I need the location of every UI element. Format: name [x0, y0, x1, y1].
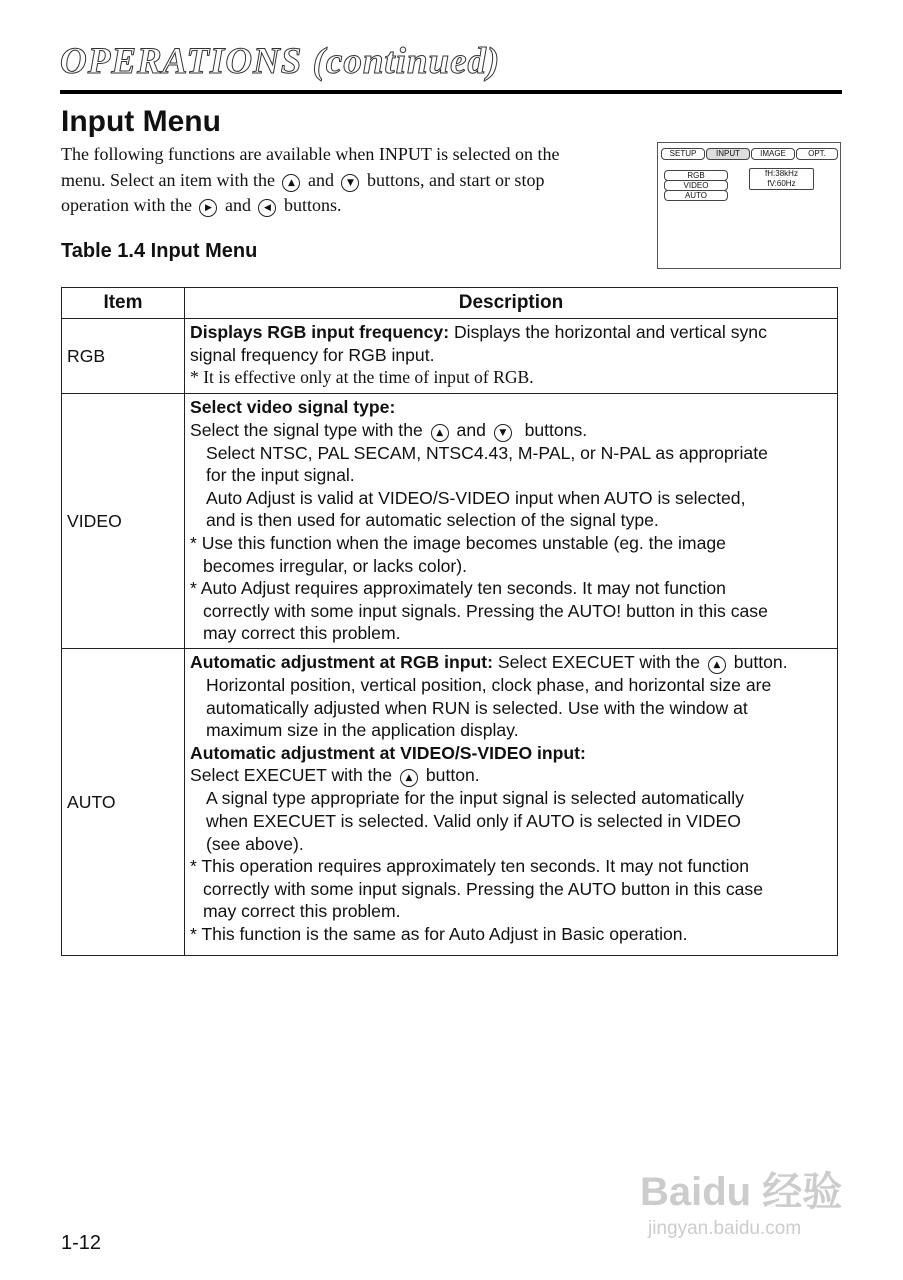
text: and is then used for automatic selection of the signal type.	[206, 510, 659, 531]
text: may correct this problem.	[203, 623, 401, 644]
description-line	[190, 855, 832, 878]
text: Horizontal position, vertical position, clock phase, and horizontal size are	[206, 675, 772, 695]
description-cell	[185, 319, 838, 394]
osd-item-rgb: RGB	[664, 170, 728, 181]
text: maximum size in the application display.	[206, 720, 519, 741]
text: buttons.	[283, 195, 342, 215]
table-row	[62, 394, 838, 649]
left-button-icon: ◀	[258, 199, 276, 217]
bold-label: Automatic adjustment at VIDEO/S-VIDEO input:	[190, 742, 586, 763]
col-header-item: Item	[62, 288, 185, 319]
text: becomes irregular, or lacks color).	[203, 555, 468, 576]
intro-text	[61, 142, 621, 219]
fv-value: fV:60Hz	[767, 179, 796, 188]
table-title: Table 1.4 Input Menu	[61, 240, 258, 262]
description-line	[190, 697, 832, 720]
description-line	[190, 622, 832, 645]
description-cell	[185, 394, 838, 649]
description-line	[190, 419, 832, 442]
input-menu-table	[61, 287, 838, 956]
table-row	[62, 649, 838, 956]
osd-tab-setup: SETUP	[661, 148, 705, 160]
description-line	[190, 366, 832, 389]
text: Auto Adjust is valid at VIDEO/S-VIDEO input when AUTO is selected,	[206, 487, 746, 508]
text: Displays the horizontal and vertical sync	[449, 322, 767, 342]
watermark-url: jingyan.baidu.com	[648, 1218, 802, 1239]
osd-item-auto: AUTO	[664, 190, 728, 201]
down-button-icon: ▼	[341, 174, 359, 192]
osd-menu-illustration	[657, 142, 841, 269]
text: automatically adjusted when RUN is selected. Use with the window at	[206, 697, 748, 718]
description-line	[190, 555, 832, 578]
description-line	[190, 742, 832, 765]
text: signal frequency for RGB input.	[190, 344, 435, 365]
bold-label: Select video signal type:	[190, 397, 396, 417]
text: may correct this problem.	[203, 901, 401, 922]
description-line	[190, 509, 832, 532]
description-line	[190, 900, 832, 923]
description-line	[190, 674, 832, 697]
osd-frequency-box	[749, 168, 814, 190]
header-rule	[60, 90, 842, 94]
description-line	[190, 600, 832, 623]
text: button.	[728, 652, 788, 672]
right-button-icon: ▶	[199, 199, 217, 217]
table-row	[62, 319, 838, 394]
text: * Auto Adjust requires approximately ten seconds. It may not function	[190, 578, 726, 599]
intro-line	[61, 168, 621, 194]
text: for the input signal.	[206, 465, 355, 486]
intro-line	[61, 193, 621, 219]
text: when EXECUET is selected. Valid only if AUTO is selected in VIDEO	[206, 810, 741, 831]
osd-tab-image: IMAGE	[751, 148, 795, 160]
description-line	[190, 487, 832, 510]
description-line	[190, 878, 832, 901]
description-line	[190, 833, 832, 856]
osd-tab-input: INPUT	[706, 148, 750, 160]
description-line	[190, 719, 832, 742]
description-line	[190, 396, 832, 419]
osd-item-video: VIDEO	[664, 180, 728, 191]
up-button-icon: ▲	[282, 174, 300, 192]
description-line	[190, 577, 832, 600]
description-line	[190, 810, 832, 833]
text: menu. Select an item with the	[61, 169, 275, 190]
text: * This operation requires approximately ten seconds. It may not function	[190, 856, 750, 877]
page-number: 1-12	[61, 1232, 102, 1254]
description-line	[190, 321, 832, 344]
text: buttons.	[514, 419, 588, 440]
text: button.	[420, 765, 480, 786]
text: (see above).	[206, 833, 304, 854]
text: * Use this function when the image becomes unstable (eg. the image	[190, 532, 726, 553]
text: buttons, and start or stop	[366, 169, 545, 190]
col-header-description: Description	[185, 288, 838, 319]
text: * This function is the same as for Auto Adjust in Basic operation.	[190, 923, 688, 944]
up-button-icon: ▲	[431, 424, 449, 442]
text: Select EXECUET with the	[190, 765, 397, 786]
text: Select EXECUET with the	[493, 652, 705, 672]
item-cell: AUTO	[62, 649, 185, 956]
up-button-icon: ▲	[400, 769, 418, 787]
page-title: Input Menu	[61, 105, 221, 138]
intro-line: The following functions are available when INPUT is selected on the	[61, 144, 560, 164]
text: Select NTSC, PAL SECAM, NTSC4.43, M-PAL, or N-PAL as appropriate	[206, 442, 768, 463]
text: and	[224, 195, 251, 215]
osd-tab-opt: OPT.	[796, 148, 838, 160]
description-line	[190, 923, 832, 946]
down-button-icon: ▼	[494, 424, 512, 442]
text: A signal type appropriate for the input signal is selected automatically	[206, 788, 744, 809]
text: correctly with some input signals. Pressing the AUTO! button in this case	[203, 600, 768, 621]
text: and	[307, 169, 334, 190]
item-cell: VIDEO	[62, 394, 185, 649]
description-cell	[185, 649, 838, 956]
text: Select the signal type with the	[190, 419, 428, 440]
section-header: OPERATIONS (continued)	[60, 41, 501, 82]
bold-label: Displays RGB input frequency:	[190, 322, 450, 342]
description-line	[190, 651, 832, 674]
description-line	[190, 764, 832, 787]
watermark-logo: Baidu 经验	[640, 1170, 843, 1214]
fh-value: fH:38kHz	[765, 169, 798, 178]
description-line	[190, 787, 832, 810]
text: and	[451, 419, 491, 440]
text: operation with the	[61, 195, 192, 215]
description-line	[190, 532, 832, 555]
description-line	[190, 442, 832, 465]
up-button-icon: ▲	[708, 656, 726, 674]
text: * It is effective only at the time of input of RGB.	[190, 367, 534, 388]
item-cell: RGB	[62, 319, 185, 394]
description-line	[190, 464, 832, 487]
bold-label: Automatic adjustment at RGB input:	[190, 652, 494, 672]
text: correctly with some input signals. Pressing the AUTO button in this case	[203, 878, 764, 899]
description-line	[190, 344, 832, 367]
